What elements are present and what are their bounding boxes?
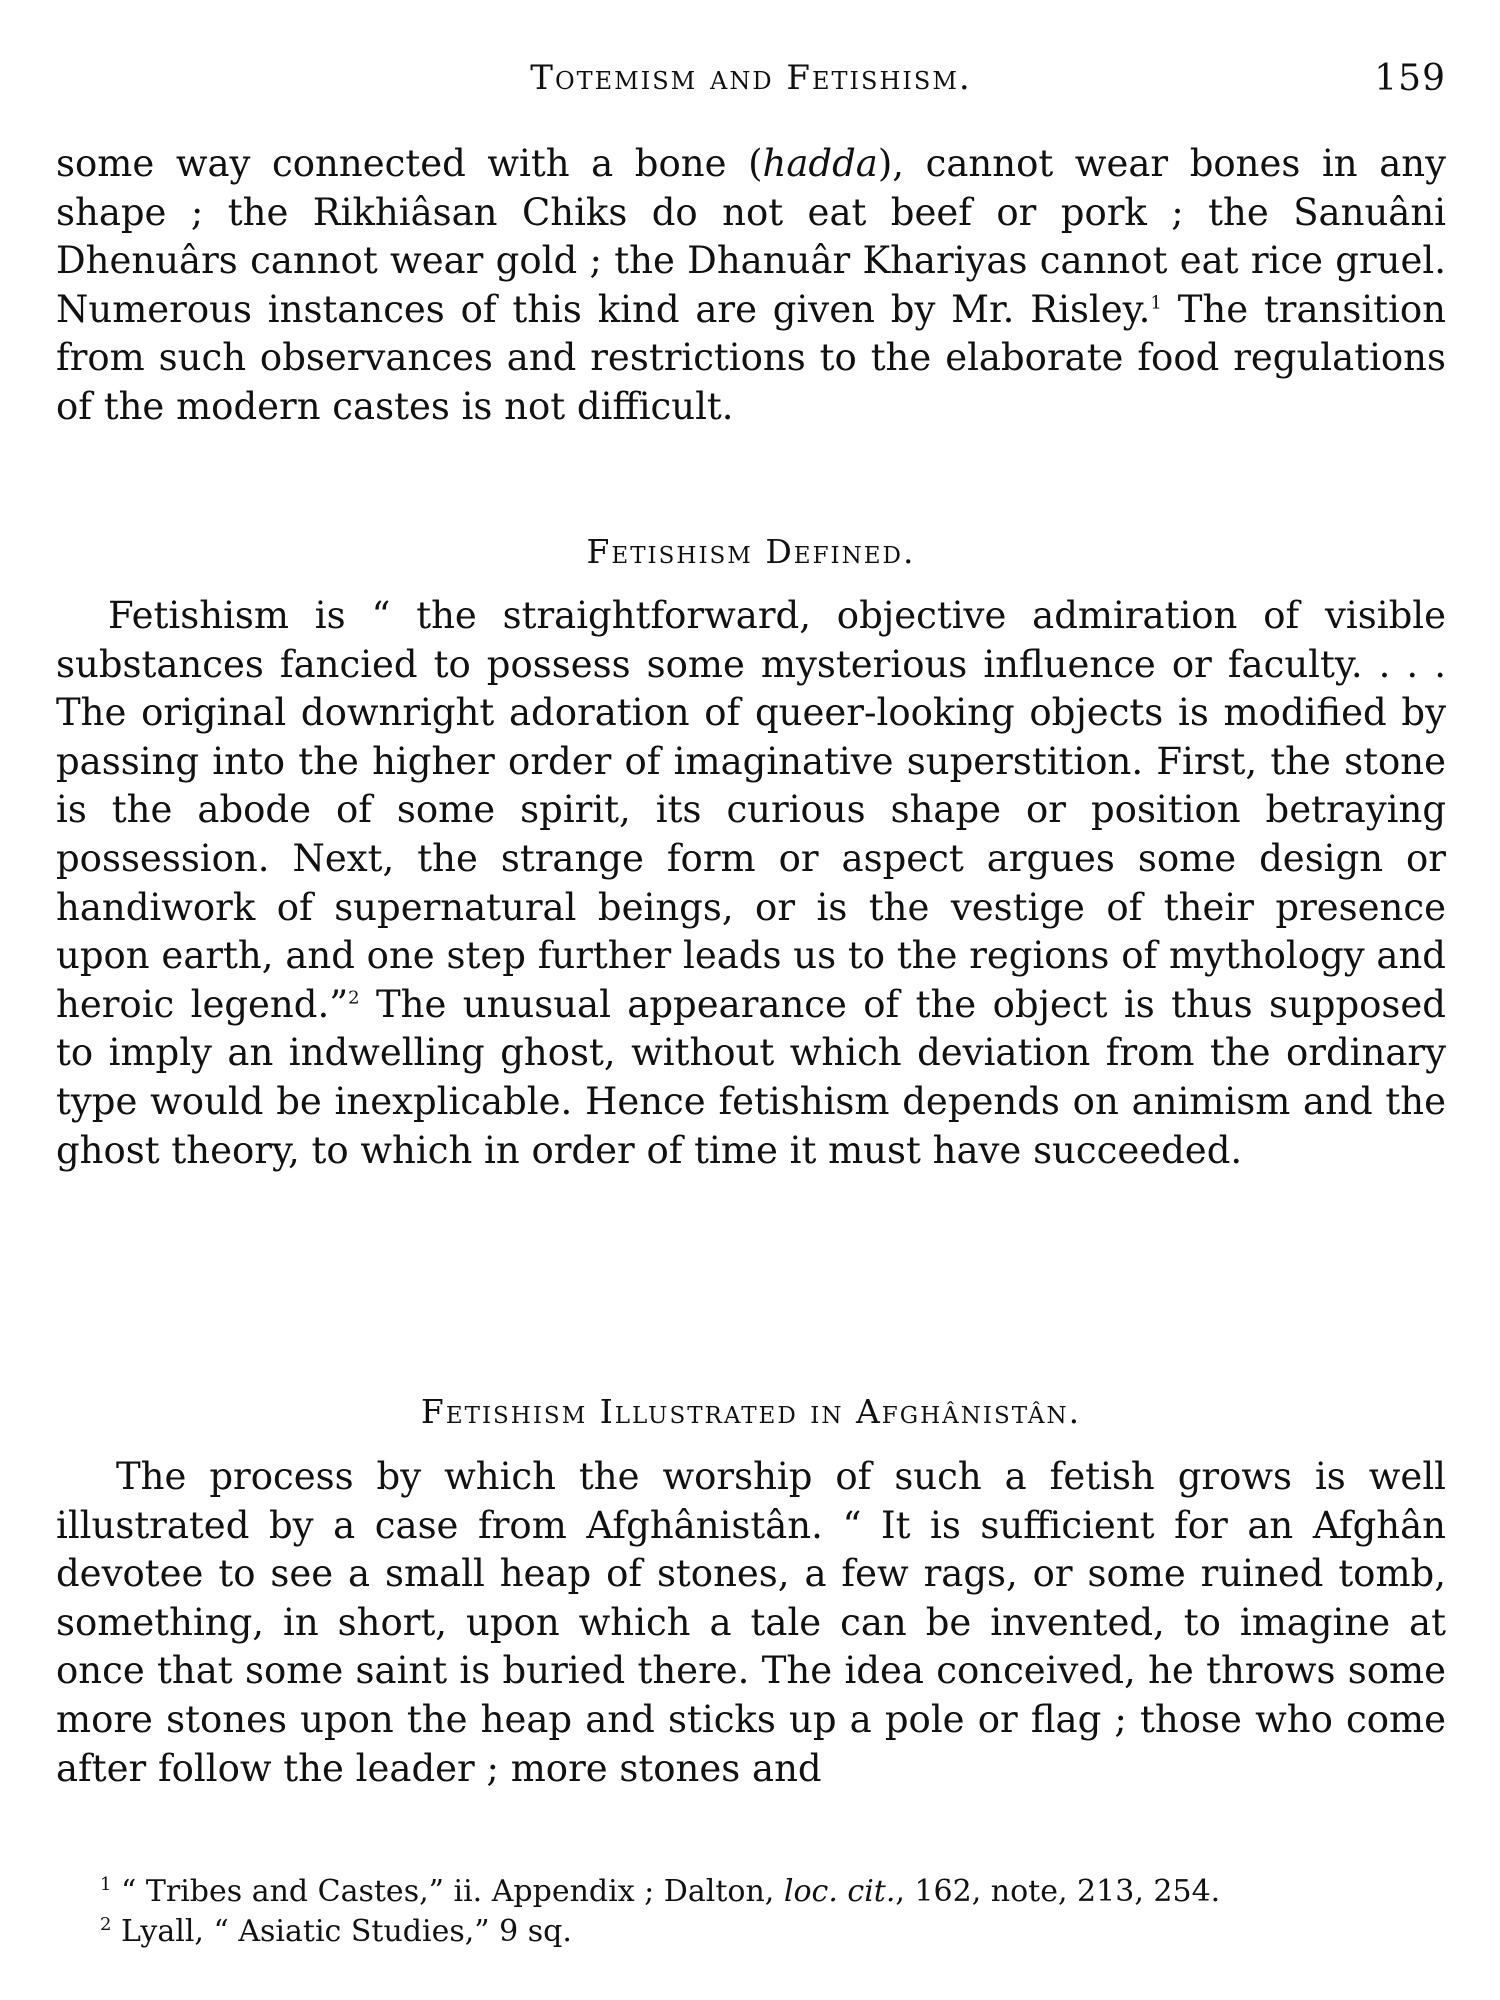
running-title: Totemism and Fetishism. [530, 58, 972, 98]
footnote-ref-1: 1 [1150, 292, 1162, 314]
paragraph-2-text-a: Fetishism is “ the straightforward, objective admiration of visible substances fancied to possess some mysterious influence or faculty. . . . The original downright adoration of queer-looking objects is modified by passing into the higher order of imaginative superstition. First, the stone is the abode of some spirit, its curious shape or position betraying possession. Next, the strange form or aspect argues some design or handiwork of supernatural beings, or is the vestige of their presence upon earth, and one step further leads us to the regions of mythology and heroic legend.” [56, 594, 1446, 1026]
running-head [56, 58, 1446, 108]
page-number: 159 [1374, 58, 1446, 99]
footnote-2-text: Lyall, “ Asiatic Studies,” 9 sq. [111, 1914, 572, 1949]
footnote-ref-2: 2 [348, 987, 360, 1009]
footnote-1-mark: 1 [100, 1874, 112, 1895]
footnote-1 [60, 1872, 1445, 1912]
paragraph-1-text-c: The transition from such observances and restrictions to the elaborate food regulations of the modern castes is not difficult. [56, 287, 1446, 428]
footnotes [60, 1872, 1445, 1952]
footnote-2 [60, 1912, 1445, 1952]
paragraph-afghanistan: The process by which the worship of such a fetish grows is well illustrated by a case from Afghânistân. “ It is sufficient for an Afghân devotee to see a small heap of stones, a few rags, or some ruined tomb, something, in short, upon which a tale can be invented, to imagine at once that some saint is buried there. The idea conceived, he throws some more stones upon the heap and sticks up a pole or flag ; those who come after follow the leader ; more stones and [56, 1455, 1446, 1790]
paragraph-fetishism-defined [56, 592, 1446, 1175]
section-heading-fetishism-defined: Fetishism Defined. [586, 532, 916, 571]
paragraph-1-text-a: some way connected with a bone ( [56, 142, 763, 185]
footnote-2-mark: 2 [100, 1914, 112, 1935]
footnote-1-italic: loc. cit. [783, 1874, 896, 1909]
italic-term-hadda: hadda [762, 142, 878, 185]
paragraph-2-text-b: The unusual appearance of the object is thus supposed to imply an indwelling ghost, without which deviation from the ordinary type would be inexplicable. Hence fetishism depends on animism and the ghost theory, to which in order of time it must have succeeded. [56, 982, 1446, 1172]
footnote-1-text-b: , 162, note, 213, 254. [895, 1874, 1221, 1909]
section-heading-afghanistan: Fetishism Illustrated in Afghânistân. [420, 1392, 1082, 1431]
footnote-1-text-a: “ Tribes and Castes,” ii. Appendix ; Dalton, [111, 1874, 784, 1909]
paragraph-1 [56, 140, 1446, 432]
paragraph-1-text-b: ), cannot wear bones in any shape ; the Rikhiâsan Chiks do not eat beef or pork ; the Sanuâni Dhenuârs cannot wear gold ; the Dhanuâr Khariyas cannot eat rice gruel. Numerous instances of this kind are given by Mr. Risley. [56, 142, 1446, 331]
